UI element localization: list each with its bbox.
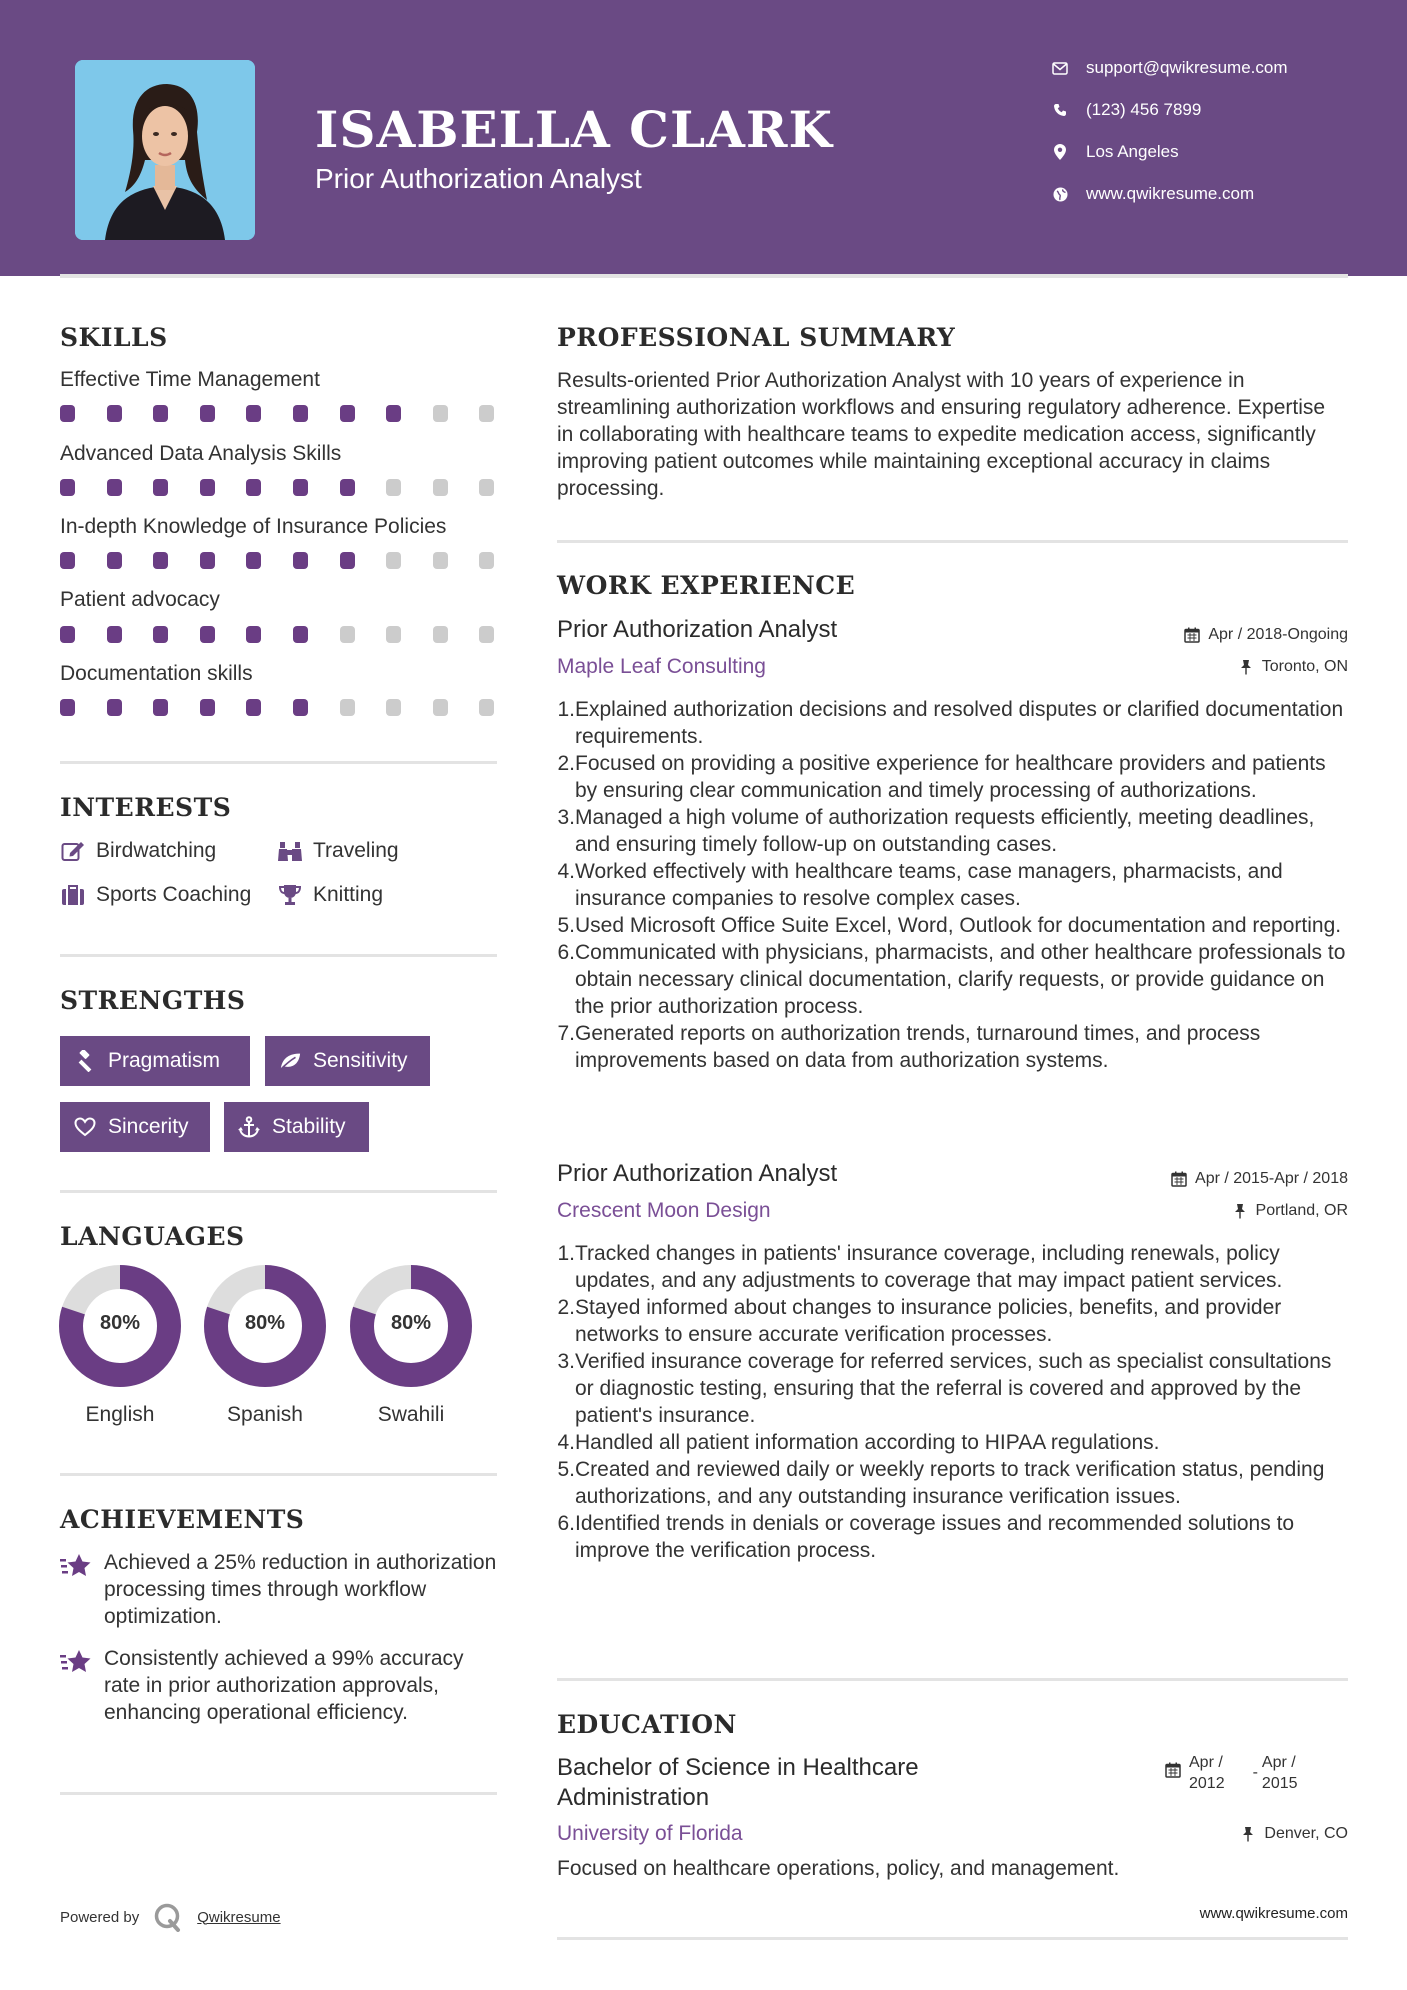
list-item: 6. Communicated with physicians, pharmacists, and other healthcare professionals to obtain necessary clinical documentation, clarify requests, or provide guidance on the prior authorization process.	[557, 941, 1346, 1018]
strength-chip: Sensitivity	[265, 1036, 430, 1086]
rating-dot-filled	[386, 405, 401, 422]
calendar-icon	[1184, 627, 1200, 643]
envelope-icon	[1050, 58, 1070, 78]
job-location: Toronto, ON	[1238, 658, 1348, 676]
rating-dot-filled	[153, 626, 168, 643]
rating-dot-empty	[433, 699, 448, 716]
rating-dot-empty	[479, 479, 494, 496]
contact-location-text: Los Angeles	[1086, 142, 1179, 161]
rating-dot-filled	[293, 552, 308, 569]
qwikresume-link[interactable]: Qwikresume	[197, 1908, 281, 1926]
rating-dot-empty	[386, 626, 401, 643]
rating-dot-filled	[107, 699, 122, 716]
rating-dot-filled	[60, 552, 75, 569]
rating-dot-filled	[153, 479, 168, 496]
rating-dot-filled	[246, 479, 261, 496]
contact-location	[1050, 142, 1179, 162]
footer-website[interactable]: www.qwikresume.com	[1199, 1905, 1348, 1922]
contact-phone[interactable]	[1050, 100, 1201, 120]
contact-email[interactable]	[1050, 58, 1288, 78]
rating-dot-filled	[246, 405, 261, 422]
phone-icon	[1050, 100, 1070, 120]
section-divider	[557, 1937, 1348, 1940]
globe-icon	[1050, 184, 1070, 204]
education-dates	[1165, 1752, 1298, 1794]
rating-dot-filled	[246, 626, 261, 643]
rating-dot-filled	[107, 479, 122, 496]
languages-title: LANGUAGES	[60, 1222, 245, 1251]
list-item: 3. Verified insurance coverage for referred services, such as specialist consultations or diagnostic testing, ensuring that the referral is covered and approved by the patient's insurance.	[557, 1350, 1332, 1427]
achievement-item	[60, 1549, 500, 1630]
achievements-title: ACHIEVEMENTS	[60, 1505, 305, 1534]
strength-chip: Sincerity	[60, 1102, 210, 1152]
pushpin-icon	[1240, 1826, 1256, 1842]
section-divider	[60, 761, 497, 764]
trophy-icon	[277, 883, 303, 907]
strengths-title: STRENGTHS	[60, 986, 246, 1015]
interests-title: INTERESTS	[60, 793, 232, 822]
job-dates: Apr / 2015-Apr / 2018	[1171, 1170, 1348, 1188]
rating-dot-empty	[340, 699, 355, 716]
list-item: 7. Generated reports on authorization trends, turnaround times, and process improvements based on data from authorization systems.	[557, 1022, 1261, 1072]
skill-rating	[60, 699, 526, 716]
education-end: Apr / 2015	[1261, 1754, 1298, 1792]
list-item: 6. Identified trends in denials or coverage issues and recommended solutions to improve the verification process.	[557, 1512, 1295, 1562]
rating-dot-filled	[200, 552, 215, 569]
school-name: University of Florida	[557, 1822, 743, 1845]
strength-chip: Stability	[224, 1102, 369, 1152]
list-item: 3. Managed a high volume of authorization requests efficiently, meeting deadlines, and ensuring timely follow-up on outstanding cases.	[557, 806, 1315, 856]
rating-dot-filled	[60, 405, 75, 422]
gavel-icon	[74, 1050, 96, 1072]
contact-email-text: support@qwikresume.com	[1086, 58, 1288, 77]
section-divider	[557, 1678, 1348, 1681]
contact-website[interactable]	[1050, 184, 1254, 204]
qwikresume-logo-icon	[153, 1902, 183, 1932]
interest-item: Knitting	[277, 883, 383, 907]
list-item: 1. Tracked changes in patients' insurance coverage, including renewals, policy updates, and any adjustments to coverage that may impact patient services.	[557, 1242, 1283, 1292]
section-divider	[557, 540, 1348, 543]
job-title: Prior Authorization Analyst	[557, 616, 838, 643]
strength-chip: Pragmatism	[60, 1036, 250, 1086]
language-gauge	[203, 1264, 327, 1388]
rating-dot-filled	[246, 552, 261, 569]
rating-dot-empty	[386, 479, 401, 496]
education-description: Focused on healthcare operations, policy, and management.	[557, 1857, 1120, 1880]
contact-website-text: www.qwikresume.com	[1086, 184, 1255, 203]
rating-dot-filled	[340, 479, 355, 496]
interest-item: Birdwatching	[60, 839, 216, 863]
rating-dot-empty	[479, 626, 494, 643]
rating-dot-empty	[479, 699, 494, 716]
resume-header	[0, 0, 1407, 276]
rating-dot-empty	[433, 479, 448, 496]
skills-title: SKILLS	[60, 323, 168, 352]
section-divider	[60, 1473, 497, 1476]
skill-rating	[60, 626, 526, 643]
rating-dot-empty	[479, 405, 494, 422]
achievement-text: Achieved a 25% reduction in authorization processing times through workflow optimization.	[104, 1551, 497, 1628]
language-percent: 80%	[244, 1312, 286, 1334]
rating-dot-filled	[200, 626, 215, 643]
section-divider	[60, 1190, 497, 1193]
interest-item: Traveling	[277, 839, 399, 863]
contact-phone-text: (123) 456 7899	[1086, 100, 1202, 119]
profile-photo	[75, 60, 255, 240]
language-gauge	[58, 1264, 182, 1388]
list-item: 5. Created and reviewed daily or weekly reports to track verification status, pending authorizations, and any outstanding insurance verification issues.	[557, 1458, 1325, 1508]
pushpin-icon	[1232, 1203, 1248, 1219]
pushpin-icon	[1238, 659, 1254, 675]
language-gauge	[349, 1264, 473, 1388]
rating-dot-filled	[107, 626, 122, 643]
map-pin-icon	[1050, 142, 1070, 162]
language-name: Spanish	[227, 1403, 303, 1426]
section-divider	[60, 954, 497, 957]
skill-name: Patient advocacy	[60, 588, 220, 611]
rating-dot-filled	[200, 479, 215, 496]
rating-dot-empty	[479, 552, 494, 569]
rating-dot-filled	[246, 699, 261, 716]
calendar-icon	[1171, 1171, 1187, 1187]
binoculars-icon	[277, 839, 303, 863]
anchor-icon	[238, 1116, 260, 1138]
list-item: 2. Focused on providing a positive experience for healthcare providers and patients by ensuring clear communication and timely processing of authorizations.	[557, 752, 1326, 802]
achievement-text: Consistently achieved a 99% accuracy rate in prior authorization approvals, enhancing operational efficiency.	[104, 1647, 464, 1724]
rating-dot-filled	[293, 626, 308, 643]
rating-dot-filled	[107, 405, 122, 422]
company-name: Crescent Moon Design	[557, 1199, 771, 1222]
shooting-star-icon	[60, 1551, 92, 1581]
rating-dot-filled	[200, 405, 215, 422]
rating-dot-filled	[153, 699, 168, 716]
candidate-name: ISABELLA CLARK	[315, 100, 833, 159]
language-percent: 80%	[390, 1312, 432, 1334]
education-start: Apr / 2012	[1189, 1754, 1225, 1792]
pencil-square-icon	[60, 839, 86, 863]
job-bullets	[557, 696, 1347, 1074]
powered-by-label: Powered by	[60, 1908, 140, 1926]
education-title: EDUCATION	[557, 1710, 737, 1739]
language-percent: 80%	[99, 1312, 141, 1334]
section-divider	[60, 1792, 497, 1795]
language-name: English	[85, 1403, 155, 1426]
job-bullets	[557, 1240, 1347, 1564]
list-item: 1. Explained authorization decisions and resolved disputes or clarified documentation requirements.	[557, 698, 1344, 748]
date-separator: -	[1252, 1764, 1258, 1781]
rating-dot-empty	[433, 405, 448, 422]
powered-by	[60, 1902, 281, 1932]
language-name: Swahili	[377, 1403, 445, 1426]
job-dates: Apr / 2018-Ongoing	[1184, 626, 1348, 644]
rating-dot-empty	[433, 552, 448, 569]
skill-name: Effective Time Management	[60, 368, 320, 391]
company-name: Maple Leaf Consulting	[557, 655, 766, 678]
rating-dot-filled	[153, 405, 168, 422]
rating-dot-filled	[60, 626, 75, 643]
shooting-star-icon	[60, 1647, 92, 1677]
education-location: Denver, CO	[1240, 1825, 1348, 1843]
rating-dot-filled	[340, 552, 355, 569]
rating-dot-filled	[60, 699, 75, 716]
list-item: 4. Worked effectively with healthcare teams, case managers, pharmacists, and insurance companies to resolve complex cases.	[557, 860, 1283, 910]
list-item: 4. Handled all patient information according to HIPAA regulations.	[557, 1431, 1160, 1454]
skill-rating	[60, 405, 526, 422]
header-divider	[60, 274, 1348, 278]
skill-name: In-depth Knowledge of Insurance Policies	[60, 515, 447, 538]
briefcase-icon	[60, 883, 86, 907]
skill-rating	[60, 479, 526, 496]
rating-dot-filled	[293, 699, 308, 716]
rating-dot-empty	[340, 626, 355, 643]
list-item: 2. Stayed informed about changes to insurance policies, benefits, and provider networks to ensure accurate verification processes.	[557, 1296, 1282, 1346]
rating-dot-filled	[293, 479, 308, 496]
summary-title: PROFESSIONAL SUMMARY	[557, 323, 956, 352]
leaf-icon	[279, 1050, 301, 1072]
rating-dot-empty	[433, 626, 448, 643]
rating-dot-filled	[153, 552, 168, 569]
interest-item: Sports Coaching	[60, 883, 251, 907]
rating-dot-filled	[340, 405, 355, 422]
degree-title: Bachelor of Science in Healthcare Administration	[557, 1754, 919, 1811]
rating-dot-filled	[60, 479, 75, 496]
rating-dot-empty	[386, 552, 401, 569]
job-title: Prior Authorization Analyst	[557, 1160, 838, 1187]
heart-icon	[74, 1116, 96, 1138]
achievement-item	[60, 1645, 500, 1726]
experience-title: WORK EXPERIENCE	[557, 571, 856, 600]
rating-dot-filled	[293, 405, 308, 422]
skill-rating	[60, 552, 526, 569]
candidate-role: Prior Authorization Analyst	[315, 163, 642, 194]
list-item: 5. Used Microsoft Office Suite Excel, Word, Outlook for documentation and reporting.	[557, 914, 1342, 937]
skill-name: Advanced Data Analysis Skills	[60, 442, 342, 465]
summary-text: Results-oriented Prior Authorization Analyst with 10 years of experience in streamlining authorization workflows and ensuring regulatory adherence. Expertise in collaborating with healthcare teams to expedite medication access, significantly improving patient outcomes while maintaining exceptional accuracy in claims processing.	[557, 369, 1326, 500]
rating-dot-empty	[386, 699, 401, 716]
job-location: Portland, OR	[1232, 1202, 1348, 1220]
rating-dot-filled	[107, 552, 122, 569]
calendar-icon	[1165, 1762, 1181, 1778]
skill-name: Documentation skills	[60, 662, 253, 685]
rating-dot-filled	[200, 699, 215, 716]
